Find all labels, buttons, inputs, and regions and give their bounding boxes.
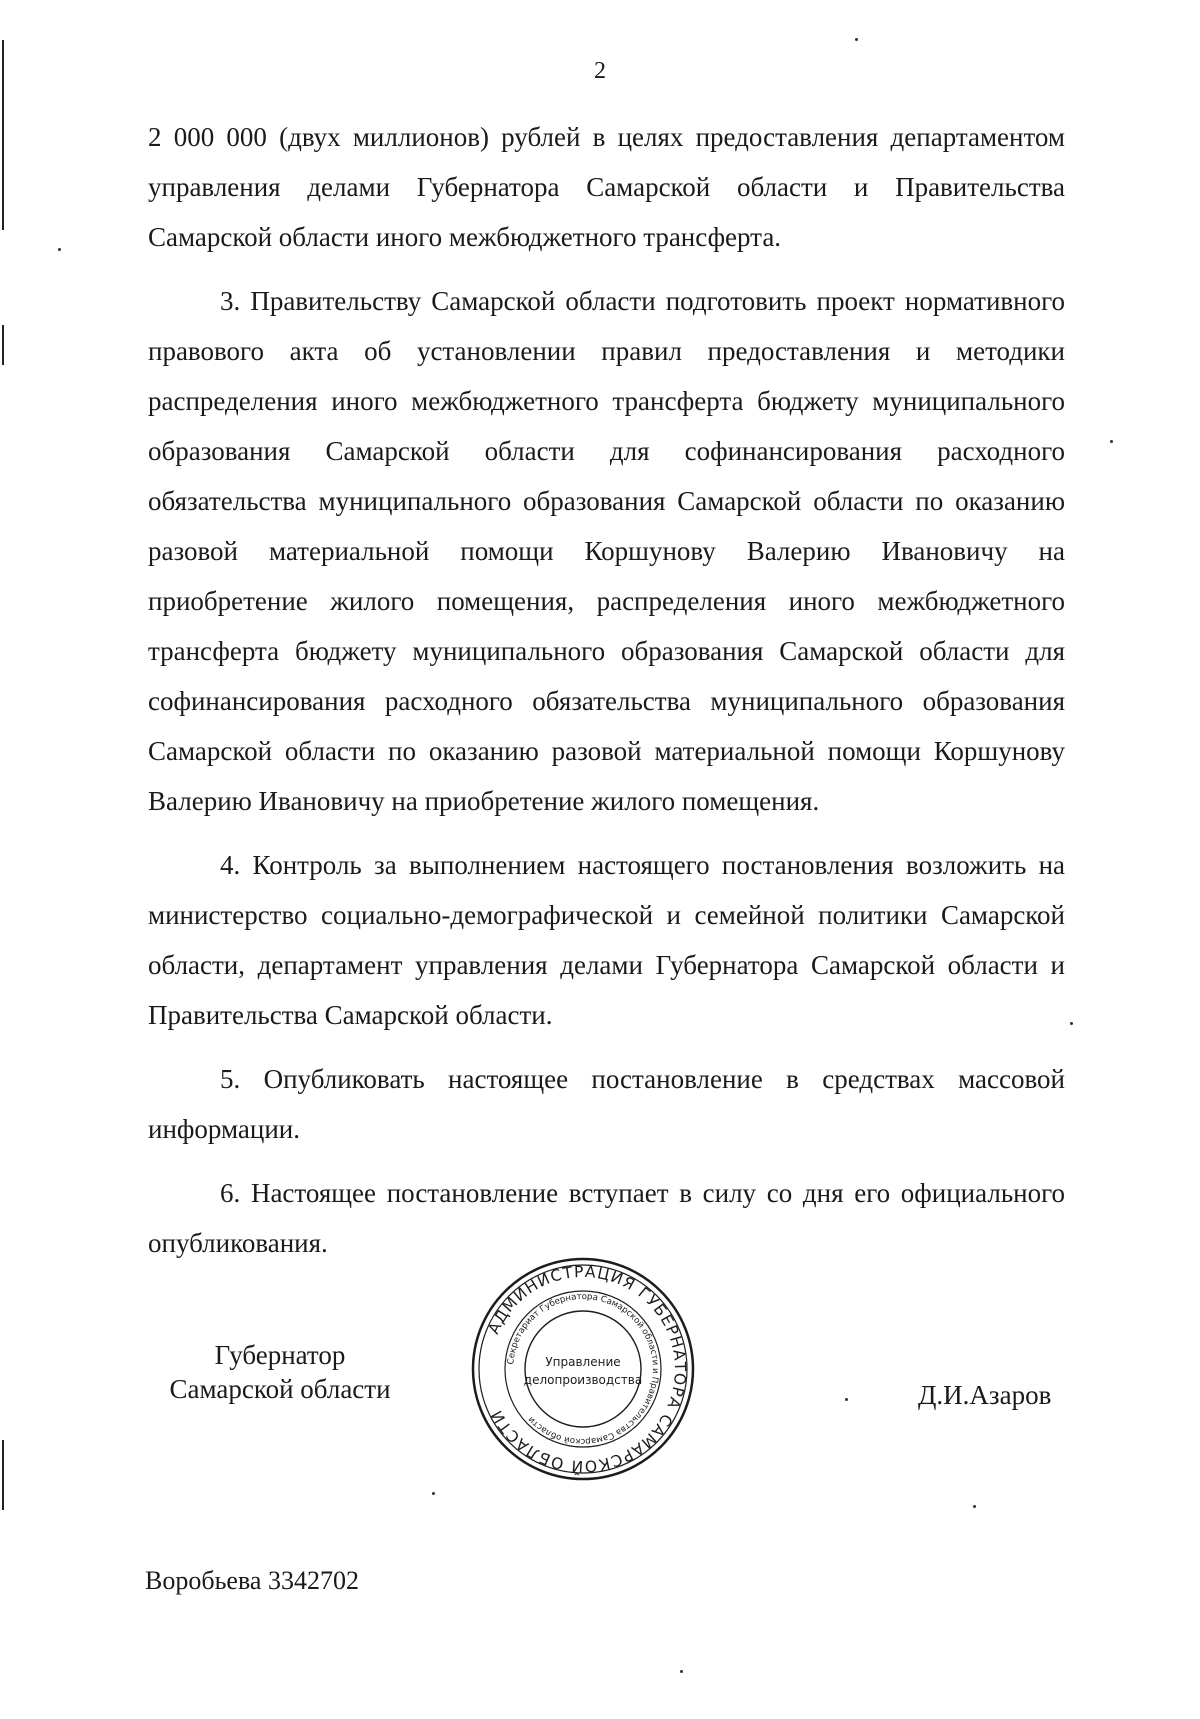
signatory-title [150,1338,410,1406]
paragraph-item-5: 5. Опубликовать настоящее постановление в средствах массовой информации. [148,1064,1065,1144]
executor-contact: Воробьева 3342702 [145,1566,359,1595]
seal-center-line2: делопроизводства [523,1373,643,1387]
paragraph-continuation: 2 000 000 (двух миллионов) рублей в целях предоставления департаментом управления делами Губернатора Самарской области и Правительства Самарской области иного межбюджетного трансферта. [148,122,1065,252]
seal-outer-text: АДМИНИСТРАЦИЯ ГУБЕРНАТОРА САМАРСКОЙ ОБЛАСТИ [484,1262,690,1476]
official-seal-stamp [470,1256,696,1482]
seal-middle-text: Секретариат Губернатора Самарской области и Правительства Самарской области [506,1291,661,1447]
signatory-name: Д.И.Азаров [918,1380,1052,1410]
seal-inner-circle [525,1311,641,1427]
paragraph-item-3: 3. Правительству Самарской области подготовить проект нормативного правового акта об установлении правил предоставления и методики распределения иного межбюджетного трансферта бюджету муниципального образования Самарской области для софинансирования расходного обязательства муниципального образования Самарской области по оказанию разовой материальной помощи Коршунову Валерию Ивановичу на приобретение жилого помещения, распределения иного межбюджетного трансферта бюджету муниципального образования Самарской области для софинансирования расходного обязательства муниципального образования Самарской области по оказанию разовой материальной помощи Коршунову Валерию Ивановичу на приобретение жилого помещения. [148,286,1065,816]
paragraph-item-4: 4. Контроль за выполнением настоящего постановления возложить на министерство социально-демографической и семейной политики Самарской области, департамент управления делами Губернатора Самарской области и Правительства Самарской области. [148,850,1065,1030]
page-number: 2 [594,58,606,84]
paragraph-item-6: 6. Настоящее постановление вступает в силу со дня его официального опубликования. [148,1178,1065,1258]
seal-center-line1: Управление [545,1355,621,1369]
signatory-title-line1: Губернатор [214,1340,346,1370]
seal-middle-circle [505,1291,661,1447]
signatory-title-line2: Самарской области [169,1374,391,1404]
